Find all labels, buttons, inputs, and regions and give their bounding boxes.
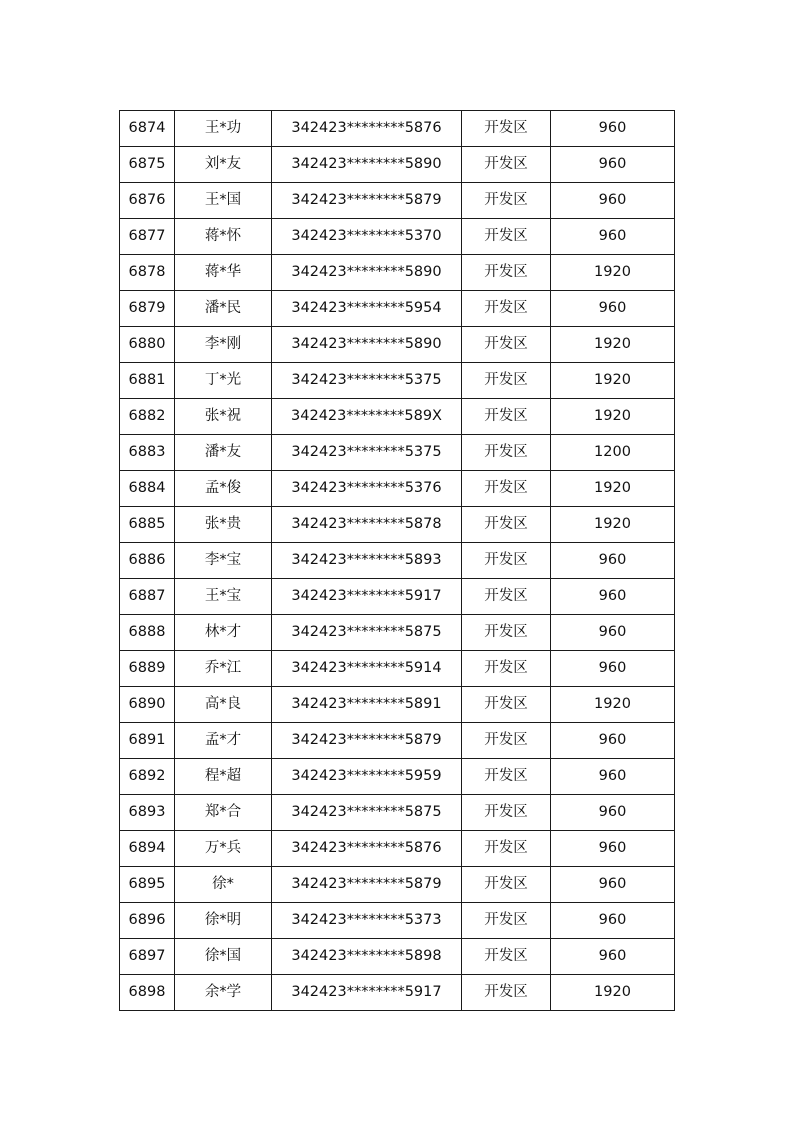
area-cell: 开发区 [462, 795, 551, 831]
name-cell: 孟*才 [175, 723, 272, 759]
table-row [120, 255, 675, 291]
serial-number-cell: 6895 [120, 867, 175, 903]
table-row [120, 723, 675, 759]
area-cell: 开发区 [462, 471, 551, 507]
name-cell: 王*宝 [175, 579, 272, 615]
area-cell: 开发区 [462, 543, 551, 579]
name-cell: 潘*友 [175, 435, 272, 471]
table-row [120, 543, 675, 579]
id-number-cell: 342423********5890 [272, 327, 462, 363]
serial-number-cell: 6877 [120, 219, 175, 255]
serial-number-cell: 6879 [120, 291, 175, 327]
area-cell: 开发区 [462, 255, 551, 291]
serial-number-cell: 6894 [120, 831, 175, 867]
id-number-cell: 342423********5890 [272, 147, 462, 183]
table-row [120, 759, 675, 795]
name-cell: 潘*民 [175, 291, 272, 327]
id-number-cell: 342423********5914 [272, 651, 462, 687]
table-row [120, 903, 675, 939]
table-row [120, 867, 675, 903]
amount-cell: 960 [551, 831, 675, 867]
id-number-cell: 342423********5875 [272, 795, 462, 831]
area-cell: 开发区 [462, 147, 551, 183]
table-row [120, 795, 675, 831]
amount-cell: 1920 [551, 507, 675, 543]
id-number-cell: 342423********5898 [272, 939, 462, 975]
serial-number-cell: 6889 [120, 651, 175, 687]
amount-cell: 1920 [551, 327, 675, 363]
amount-cell: 960 [551, 903, 675, 939]
amount-cell: 960 [551, 867, 675, 903]
amount-cell: 960 [551, 939, 675, 975]
name-cell: 王*功 [175, 111, 272, 147]
id-number-cell: 342423********5954 [272, 291, 462, 327]
id-number-cell: 342423********5878 [272, 507, 462, 543]
id-number-cell: 342423********589X [272, 399, 462, 435]
area-cell: 开发区 [462, 651, 551, 687]
amount-cell: 960 [551, 795, 675, 831]
serial-number-cell: 6874 [120, 111, 175, 147]
id-number-cell: 342423********5917 [272, 579, 462, 615]
table-row [120, 507, 675, 543]
table-body [120, 111, 675, 1011]
id-number-cell: 342423********5370 [272, 219, 462, 255]
area-cell: 开发区 [462, 615, 551, 651]
id-number-cell: 342423********5893 [272, 543, 462, 579]
amount-cell: 1920 [551, 255, 675, 291]
table-row [120, 579, 675, 615]
table-row [120, 831, 675, 867]
id-number-cell: 342423********5875 [272, 615, 462, 651]
name-cell: 丁*光 [175, 363, 272, 399]
table-row [120, 435, 675, 471]
serial-number-cell: 6896 [120, 903, 175, 939]
amount-cell: 960 [551, 111, 675, 147]
name-cell: 万*兵 [175, 831, 272, 867]
table-row [120, 975, 675, 1011]
area-cell: 开发区 [462, 363, 551, 399]
serial-number-cell: 6883 [120, 435, 175, 471]
serial-number-cell: 6897 [120, 939, 175, 975]
area-cell: 开发区 [462, 219, 551, 255]
amount-cell: 1920 [551, 975, 675, 1011]
table-row [120, 183, 675, 219]
id-number-cell: 342423********5376 [272, 471, 462, 507]
name-cell: 刘*友 [175, 147, 272, 183]
table-row [120, 111, 675, 147]
area-cell: 开发区 [462, 831, 551, 867]
area-cell: 开发区 [462, 435, 551, 471]
amount-cell: 960 [551, 543, 675, 579]
amount-cell: 960 [551, 723, 675, 759]
area-cell: 开发区 [462, 399, 551, 435]
amount-cell: 960 [551, 183, 675, 219]
id-number-cell: 342423********5879 [272, 867, 462, 903]
area-cell: 开发区 [462, 327, 551, 363]
name-cell: 张*祝 [175, 399, 272, 435]
serial-number-cell: 6888 [120, 615, 175, 651]
amount-cell: 960 [551, 579, 675, 615]
amount-cell: 960 [551, 651, 675, 687]
serial-number-cell: 6875 [120, 147, 175, 183]
serial-number-cell: 6887 [120, 579, 175, 615]
serial-number-cell: 6892 [120, 759, 175, 795]
table-row [120, 615, 675, 651]
table-row [120, 939, 675, 975]
name-cell: 李*刚 [175, 327, 272, 363]
table-row [120, 687, 675, 723]
serial-number-cell: 6882 [120, 399, 175, 435]
serial-number-cell: 6885 [120, 507, 175, 543]
area-cell: 开发区 [462, 759, 551, 795]
serial-number-cell: 6890 [120, 687, 175, 723]
area-cell: 开发区 [462, 867, 551, 903]
name-cell: 余*学 [175, 975, 272, 1011]
id-number-cell: 342423********5879 [272, 723, 462, 759]
serial-number-cell: 6880 [120, 327, 175, 363]
serial-number-cell: 6876 [120, 183, 175, 219]
amount-cell: 960 [551, 219, 675, 255]
table-row [120, 651, 675, 687]
id-number-cell: 342423********5876 [272, 831, 462, 867]
area-cell: 开发区 [462, 579, 551, 615]
area-cell: 开发区 [462, 939, 551, 975]
amount-cell: 1920 [551, 471, 675, 507]
serial-number-cell: 6881 [120, 363, 175, 399]
area-cell: 开发区 [462, 507, 551, 543]
amount-cell: 960 [551, 759, 675, 795]
name-cell: 徐*明 [175, 903, 272, 939]
amount-cell: 1920 [551, 687, 675, 723]
name-cell: 林*才 [175, 615, 272, 651]
id-number-cell: 342423********5876 [272, 111, 462, 147]
id-number-cell: 342423********5891 [272, 687, 462, 723]
name-cell: 高*良 [175, 687, 272, 723]
table-row [120, 219, 675, 255]
name-cell: 程*超 [175, 759, 272, 795]
amount-cell: 960 [551, 147, 675, 183]
name-cell: 郑*合 [175, 795, 272, 831]
table-row [120, 471, 675, 507]
id-number-cell: 342423********5890 [272, 255, 462, 291]
name-cell: 乔*江 [175, 651, 272, 687]
serial-number-cell: 6878 [120, 255, 175, 291]
serial-number-cell: 6891 [120, 723, 175, 759]
name-cell: 孟*俊 [175, 471, 272, 507]
area-cell: 开发区 [462, 291, 551, 327]
table-row [120, 147, 675, 183]
name-cell: 蒋*华 [175, 255, 272, 291]
name-cell: 蒋*怀 [175, 219, 272, 255]
id-number-cell: 342423********5917 [272, 975, 462, 1011]
amount-cell: 1920 [551, 399, 675, 435]
id-number-cell: 342423********5375 [272, 435, 462, 471]
subsidy-table [119, 110, 675, 1011]
area-cell: 开发区 [462, 903, 551, 939]
id-number-cell: 342423********5373 [272, 903, 462, 939]
name-cell: 张*贵 [175, 507, 272, 543]
id-number-cell: 342423********5959 [272, 759, 462, 795]
table-row [120, 399, 675, 435]
amount-cell: 960 [551, 615, 675, 651]
serial-number-cell: 6886 [120, 543, 175, 579]
amount-cell: 1200 [551, 435, 675, 471]
area-cell: 开发区 [462, 723, 551, 759]
id-number-cell: 342423********5375 [272, 363, 462, 399]
serial-number-cell: 6898 [120, 975, 175, 1011]
table-row [120, 291, 675, 327]
serial-number-cell: 6884 [120, 471, 175, 507]
name-cell: 王*国 [175, 183, 272, 219]
area-cell: 开发区 [462, 687, 551, 723]
serial-number-cell: 6893 [120, 795, 175, 831]
name-cell: 徐*国 [175, 939, 272, 975]
area-cell: 开发区 [462, 183, 551, 219]
table-row [120, 363, 675, 399]
amount-cell: 960 [551, 291, 675, 327]
table-row [120, 327, 675, 363]
area-cell: 开发区 [462, 975, 551, 1011]
area-cell: 开发区 [462, 111, 551, 147]
id-number-cell: 342423********5879 [272, 183, 462, 219]
amount-cell: 1920 [551, 363, 675, 399]
name-cell: 徐* [175, 867, 272, 903]
name-cell: 李*宝 [175, 543, 272, 579]
